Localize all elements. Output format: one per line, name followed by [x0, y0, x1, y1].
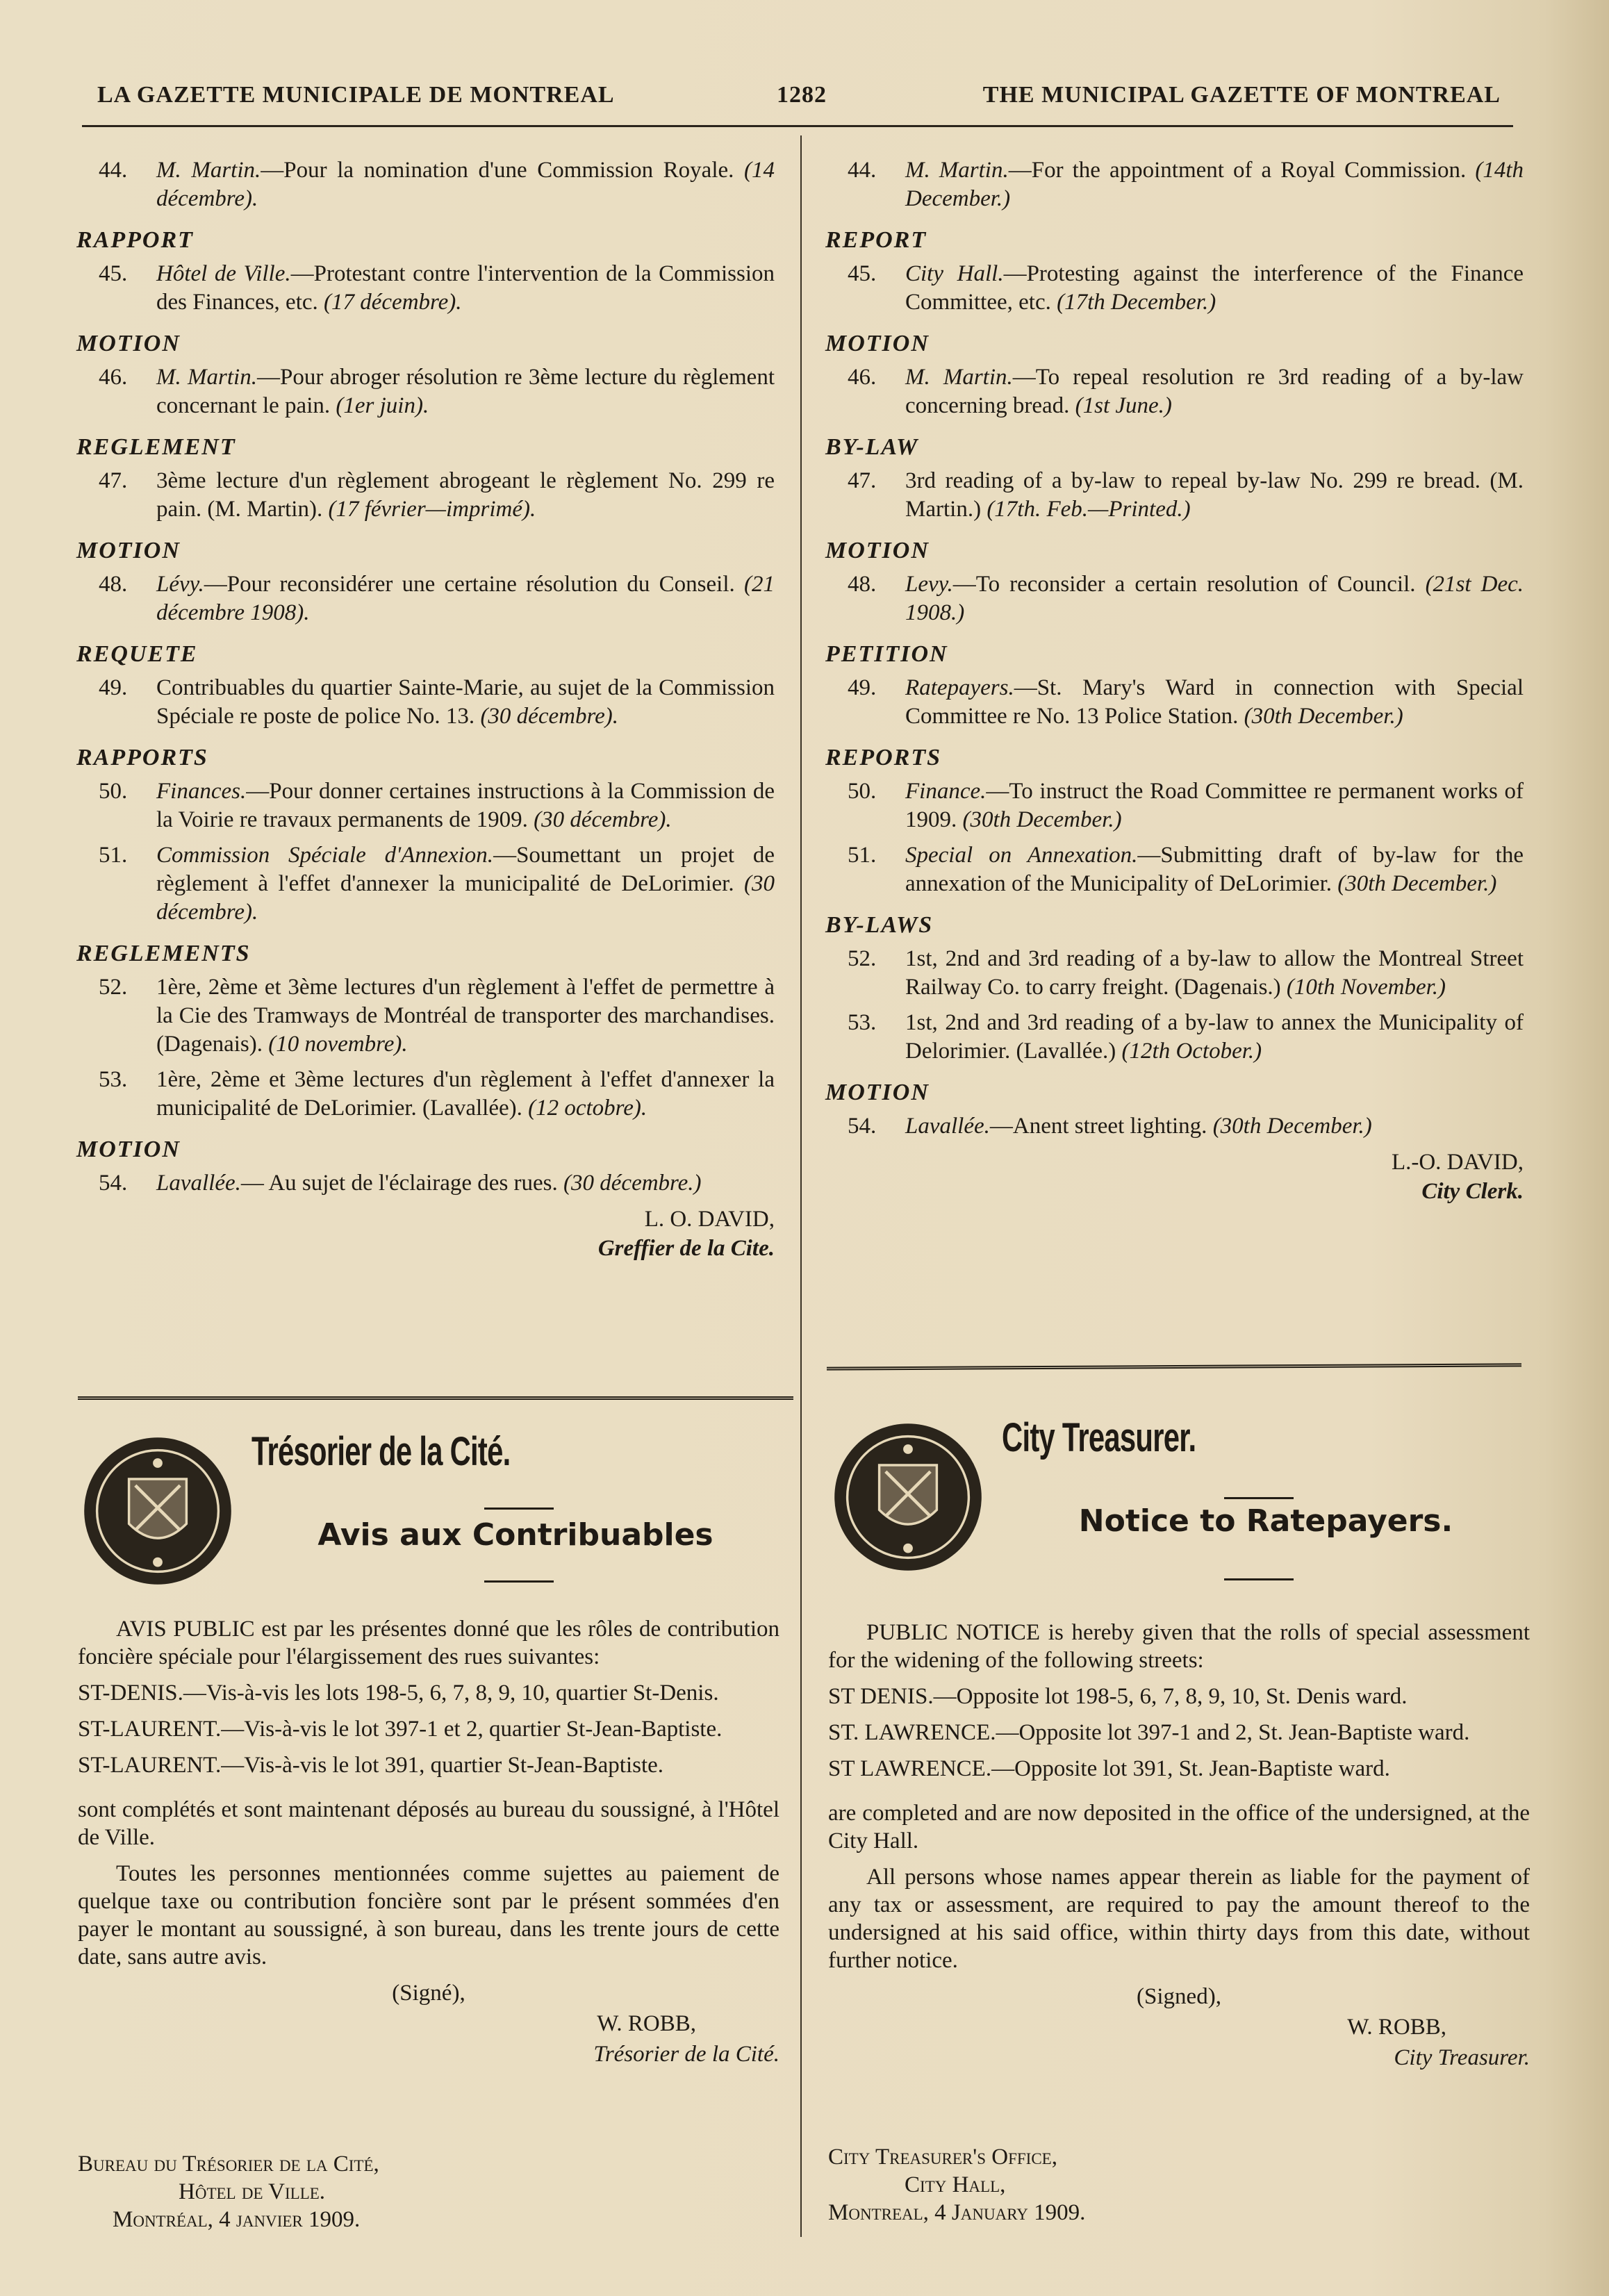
- clerk-signature: [825, 1148, 1524, 1206]
- agenda-item-54: 54. Lavallée.—Anent street lighting. (30th December.): [848, 1114, 1372, 1139]
- notice-paragraph: AVIS PUBLIC est par les présentes donné que les rôles de contribution foncière spéciale pour l'élargissement des rues suivantes:: [78, 1617, 779, 1669]
- notice-title: City Treasurer.: [1002, 1415, 1196, 1460]
- agenda-item-46: 46. M. Martin.—To repeal resolution re 3rd reading of a by-law concerning bread. (1st June.): [848, 365, 1524, 418]
- agenda-item-46: 46. M. Martin.—Pour abroger résolution re 3ème lecture du règlement concernant le pain. (1er juin).: [99, 365, 775, 418]
- signature-title: Greffier de la Cite.: [597, 1236, 775, 1261]
- title-rule: [1224, 1497, 1294, 1499]
- treasurer-name: W. ROBB,: [1347, 2015, 1446, 2040]
- title-rule: [484, 1580, 554, 1583]
- notice-paragraph: Toutes les personnes mentionnées comme sujettes au paiement de quelque taxe ou contribution foncière sont par le présent sommées d'en payer le montant au soussigné, à son bureau, dans les trente jours de cette date, sans autre avis.: [78, 1861, 779, 1969]
- page-number: 1282: [777, 82, 827, 108]
- agenda-item-51: 51. Special on Annexation.—Submitting draft of by-law for the annexation of the Municipality of DeLorimier. (30th December.): [848, 843, 1524, 896]
- notice-list-item: ST. LAWRENCE.—Opposite lot 397-1 and 2, St. Jean-Baptiste ward.: [828, 1720, 1470, 1745]
- office-address: [78, 2150, 564, 2233]
- section-heading: MOTION: [76, 1137, 181, 1162]
- signed-label: (Signé),: [392, 1981, 465, 2006]
- title-rule: [1224, 1578, 1294, 1580]
- notice-paragraph: are completed and are now deposited in the office of the undersigned, at the City Hall.: [828, 1801, 1530, 1853]
- office-address: [828, 2143, 1314, 2227]
- office-line: Bureau du Trésorier de la Cité,: [78, 2152, 379, 2177]
- office-line: Hôtel de Ville.: [179, 2179, 326, 2204]
- section-heading: MOTION: [76, 538, 181, 563]
- section-heading: REQUETE: [76, 641, 198, 667]
- section-heading: MOTION: [825, 538, 930, 563]
- notice-separator-rule: [78, 1396, 793, 1400]
- city-seal-icon: [78, 1431, 238, 1591]
- header-rule: [82, 125, 1513, 127]
- agenda-item-50: 50. Finances.—Pour donner certaines instructions à la Commission de la Voirie re travaux permanents de 1909. (30 décembre).: [99, 779, 775, 832]
- section-heading: REPORT: [825, 227, 927, 253]
- section-heading: REGLEMENT: [76, 434, 236, 460]
- notice-subtitle: Avis aux Contribuables: [317, 1517, 713, 1553]
- section-heading: RAPPORTS: [76, 745, 208, 770]
- column-divider: [800, 135, 802, 2237]
- section-heading: REPORTS: [825, 745, 942, 770]
- notice-body: [828, 1619, 1530, 2072]
- agenda-item-48: 48. Lévy.—Pour reconsidérer une certaine résolution du Conseil. (21 décembre 1908).: [99, 572, 775, 625]
- notice-paragraph: sont complétés et sont maintenant déposés au bureau du soussigné, à l'Hôtel de Ville.: [78, 1797, 779, 1850]
- office-line: City Hall,: [905, 2172, 1006, 2197]
- french-agenda-column: [76, 156, 775, 1263]
- office-date: Montreal, 4 January 1909.: [828, 2200, 1086, 2225]
- agenda-item-53: 53. 1ère, 2ème et 3ème lectures d'un règlement à l'effet d'annexer la municipalité de DeLorimier. (Lavallée). (12 octobre).: [99, 1067, 775, 1121]
- agenda-item-51: 51. Commission Spéciale d'Annexion.—Soumettant un projet de règlement à l'effet d'annexer la municipalité de DeLorimier. (30 décembre).: [99, 843, 775, 925]
- section-heading: MOTION: [76, 331, 181, 356]
- agenda-item-54: 54. Lavallée.— Au sujet de l'éclairage des rues. (30 décembre.): [99, 1171, 702, 1196]
- agenda-item-44: 44. M. Martin.—For the appointment of a Royal Commission. (14th December.): [848, 158, 1524, 211]
- agenda-item-53: 53. 1st, 2nd and 3rd reading of a by-law to annex the Municipality of Delorimier. (Lavallée.) (12th October.): [848, 1010, 1524, 1064]
- section-heading: MOTION: [825, 331, 930, 356]
- notice-separator-rule: [827, 1363, 1521, 1370]
- agenda-item-52: 52. 1ère, 2ème et 3ème lectures d'un règlement à l'effet de permettre à la Cie des Tramways de Montréal de transporter des marchandises. (Dagenais). (10 novembre).: [99, 975, 775, 1057]
- section-heading: BY-LAWS: [825, 912, 934, 938]
- treasurer-title: City Treasurer.: [1394, 2045, 1530, 2070]
- agenda-item-48: 48. Levy.—To reconsider a certain resolution of Council. (21st Dec. 1908.): [848, 572, 1524, 625]
- agenda-item-49: 49. Contribuables du quartier Sainte-Marie, au sujet de la Commission Spéciale re poste de police No. 13. (30 décembre).: [99, 675, 775, 729]
- notice-list-item: ST-LAURENT.—Vis-à-vis le lot 397-1 et 2, quartier St-Jean-Baptiste.: [78, 1717, 723, 1742]
- agenda-item-45: 45. Hôtel de Ville.—Protestant contre l'intervention de la Commission des Finances, etc. (17 décembre).: [99, 261, 775, 315]
- section-heading: RAPPORT: [76, 227, 194, 253]
- city-seal-icon: [828, 1417, 988, 1577]
- title-rule: [484, 1508, 554, 1510]
- treasurer-title: Trésorier de la Cité.: [593, 2042, 779, 2067]
- agenda-item-45: 45. City Hall.—Protesting against the interference of the Finance Committee, etc. (17th December.): [848, 261, 1524, 315]
- signature-name: L. O. DAVID,: [644, 1207, 775, 1232]
- signed-label: (Signed),: [1137, 1984, 1221, 2009]
- notice-paragraph: All persons whose names appear therein as liable for the payment of any tax or assessment, are required to pay the amount thereof to the undersigned at his said office, within thirty days from this date, without further notice.: [828, 1865, 1530, 1973]
- office-date: Montréal, 4 janvier 1909.: [113, 2207, 361, 2232]
- notice-list-item: ST-LAURENT.—Vis-à-vis le lot 391, quartier St-Jean-Baptiste.: [78, 1753, 664, 1778]
- header-left-title: LA GAZETTE MUNICIPALE DE MONTREAL: [97, 82, 615, 108]
- english-agenda-column: [825, 156, 1524, 1206]
- signature-title: City Clerk.: [1421, 1179, 1524, 1204]
- agenda-item-47: 47. 3ème lecture d'un règlement abrogeant le règlement No. 299 re pain. (M. Martin). (17 février—imprimé).: [99, 468, 775, 522]
- agenda-item-49: 49. Ratepayers.—St. Mary's Ward in connection with Special Committee re No. 13 Police Station. (30th December.): [848, 675, 1524, 729]
- section-heading: BY-LAW: [825, 434, 919, 460]
- page-header: [97, 82, 1501, 124]
- office-line: City Treasurer's Office,: [828, 2145, 1057, 2170]
- notice-list-item: ST LAWRENCE.—Opposite lot 391, St. Jean-Baptiste ward.: [828, 1756, 1390, 1781]
- header-right-title: THE MUNICIPAL GAZETTE OF MONTREAL: [982, 82, 1501, 108]
- agenda-item-50: 50. Finance.—To instruct the Road Committee re permanent works of 1909. (30th December.): [848, 779, 1524, 832]
- section-heading: PETITION: [825, 641, 948, 667]
- agenda-item-52: 52. 1st, 2nd and 3rd reading of a by-law to allow the Montreal Street Railway Co. to carry freight. (Dagenais.) (10th November.): [848, 946, 1524, 1000]
- section-heading: MOTION: [825, 1080, 930, 1105]
- notice-list-item: ST DENIS.—Opposite lot 198-5, 6, 7, 8, 9, 10, St. Denis ward.: [828, 1684, 1408, 1709]
- notice-subtitle: Notice to Ratepayers.: [1078, 1503, 1453, 1539]
- notice-list-item: ST-DENIS.—Vis-à-vis les lots 198-5, 6, 7, 8, 9, 10, quartier St-Denis.: [78, 1680, 719, 1706]
- agenda-item-44: 44. M. Martin.—Pour la nomination d'une Commission Royale. (14 décembre).: [99, 158, 775, 211]
- signature-name: L.-O. DAVID,: [1391, 1150, 1524, 1175]
- agenda-item-47: 47. 3rd reading of a by-law to repeal by-law No. 299 re bread. (M. Martin.) (17th. Feb.—Printed.): [848, 468, 1524, 522]
- section-heading: REGLEMENTS: [76, 941, 251, 966]
- notice-title: Trésorier de la Cité.: [251, 1429, 511, 1474]
- treasurer-name: W. ROBB,: [597, 2011, 696, 2036]
- notice-paragraph: PUBLIC NOTICE is hereby given that the rolls of special assessment for the widening of the following streets:: [828, 1620, 1530, 1673]
- notice-body: [78, 1615, 779, 2068]
- clerk-signature: [76, 1205, 775, 1263]
